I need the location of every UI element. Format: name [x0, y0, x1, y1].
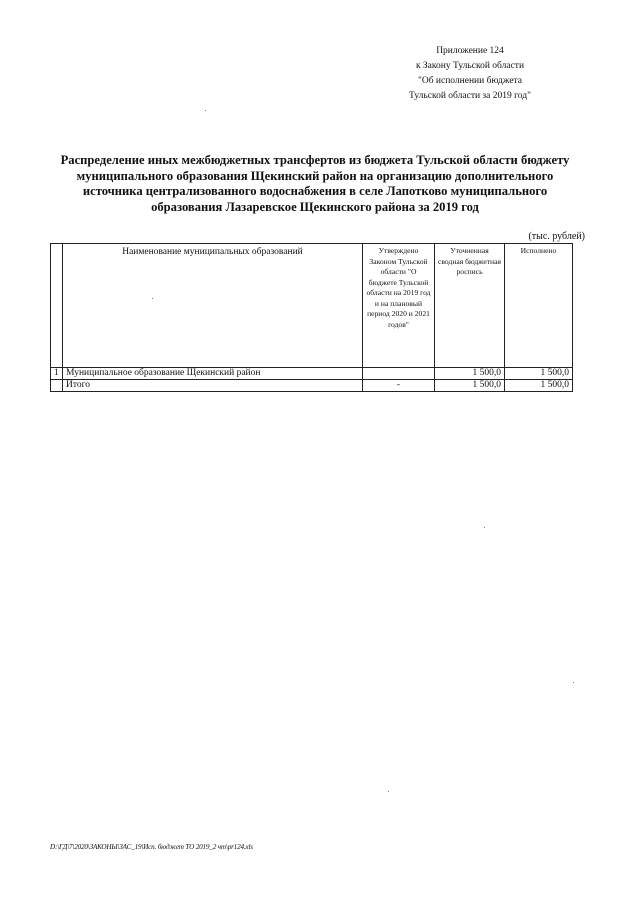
header-refined: Уточненная сводная бюджетная роспись — [435, 244, 505, 368]
appendix-line-2: к Закону Тульской области — [415, 61, 525, 71]
table-header-row — [51, 244, 573, 368]
appendix-header — [360, 44, 580, 104]
row-approved — [363, 368, 435, 380]
total-num — [51, 380, 63, 392]
total-label: Итого — [63, 380, 363, 392]
scan-speck — [152, 298, 153, 299]
appendix-line-1: Приложение 124 — [436, 46, 504, 56]
total-executed: 1 500,0 — [505, 380, 573, 392]
table-row — [51, 368, 573, 380]
total-approved: - — [363, 380, 435, 392]
scan-speck — [388, 791, 389, 792]
appendix-line-3: "Об исполнении бюджета — [417, 76, 523, 86]
row-num: 1 — [51, 368, 63, 380]
row-name: Муниципальное образование Щекинский район — [63, 368, 363, 380]
table-total-row — [51, 380, 573, 392]
header-approved: Утверждено Законом Тульской области "О бюджете Тульской области на 2019 год и на плановый период 2020 и 2021 годов" — [363, 244, 435, 368]
scan-speck — [205, 110, 206, 111]
budget-table — [50, 243, 573, 392]
header-num — [51, 244, 63, 368]
document-title: Распределение иных межбюджетных трансфертов из бюджета Тульской области бюджету муниципального образования Щекинский район на организацию дополнительного источника централизованного водоснабжения в селе Лапотково муниципального образования Лазаревское Щекинского района за 2019 год — [60, 153, 570, 214]
total-refined: 1 500,0 — [435, 380, 505, 392]
header-name: Наименование муниципальных образований — [63, 244, 363, 368]
file-path-footer: D:\ГД\7\2020\ЗАКОНЫ\ЗАС_19\Исп. бюджет ТО 2019_2 чт\pr124.xls — [50, 843, 253, 851]
row-executed: 1 500,0 — [505, 368, 573, 380]
appendix-line-4: Тульской области за 2019 год" — [409, 91, 531, 101]
scan-speck — [573, 682, 574, 683]
header-executed: Исполнено — [505, 244, 573, 368]
scan-speck — [484, 527, 485, 528]
row-refined: 1 500,0 — [435, 368, 505, 380]
units-label: (тыс. рублей) — [528, 231, 585, 242]
